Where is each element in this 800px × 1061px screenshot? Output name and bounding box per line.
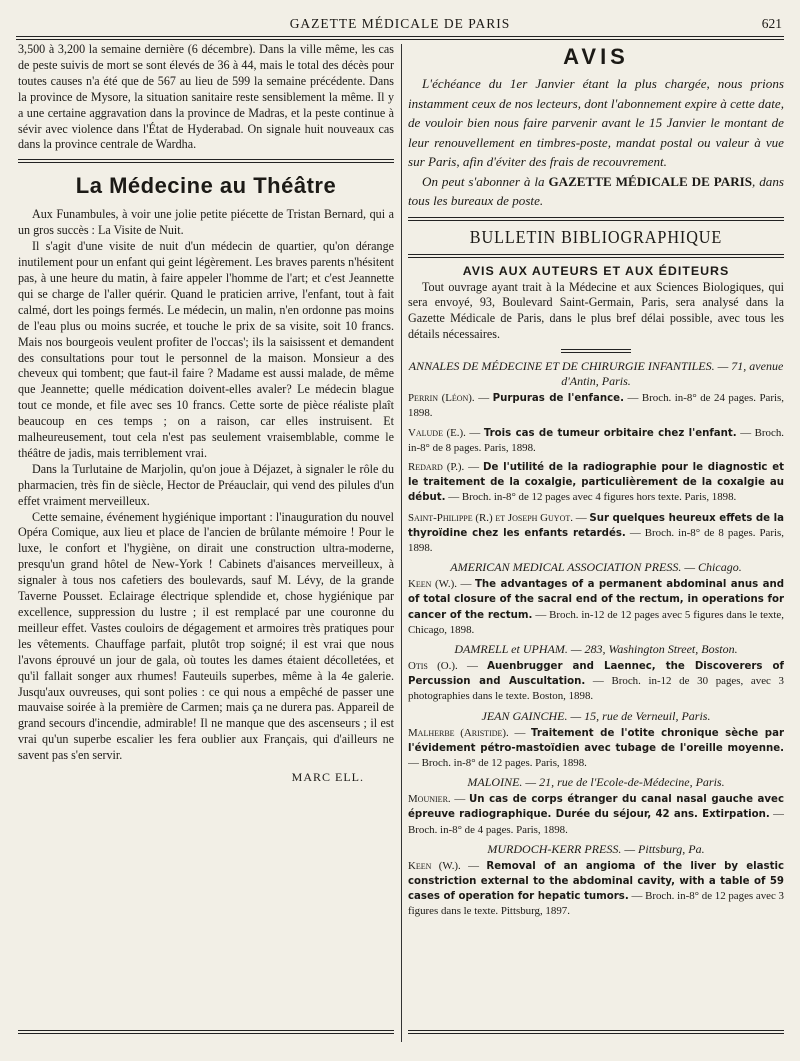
entry-author: Otis (O.). [408,659,458,672]
entry-details: — Broch. in-8° de 8 pages. Paris, 1898. [408,526,784,554]
newspaper-page [16,12,784,1052]
bibliography-list [408,359,784,918]
entry-details: — Broch. in-12 de 30 pages, avec 3 photographies dans le texte. Boston, 1898. [408,675,784,703]
entry-title: Trois cas de tumeur orbitaire chez l'enfant. [483,427,737,439]
bibliography-entry: Valude (E.). — Trois cas de tumeur orbitaire chez l'enfant. — Broch. in-8° de 8 pages. Paris, 1898. [408,426,784,454]
article-paragraph: Cette semaine, événement hygiénique important : l'inauguration du nouvel Opéra Comique, aux lieu et place de l'ancien de brûlante mémoire ! Pour le luxe, le confort et l'hygiène, on dirait une construction ultra-moderne, presqu'un grand hôtel de New-York ! Cabinets d'aisances merveilleux, à signaler à tous nos cafetiers des boulevards, sauf M. Lévy, de la grande Taverne Pousset. Eclairage électrique splendide et, chose hygiénique par excellence, suppression du lustre ; il est remplacé par une couronne du meilleur effet. Vastes couloirs de dégagement et armoires très pratiques pour les vêtements. Chauffage parfait, plutôt trop soigné; il est vrai que nous l'avons éprouvé un jour de gala, où toutes les dames étaient décolletées, et qu'il fallait songer aux rhumes! Fauteuils superbes, même à la 4e galerie. Jusqu'aux ouvreuses, qui sont polies : ce qui nous a empêché de passer une mauvaise soirée à la première de Carmen; mais ça ne durera pas. Appareil de grand secours d'incendie, admirable! Il ne manque que des ascenseurs ; il est vrai qu'un superbe escalier les fera oublier aux Français, qui d'ailleurs ne savent pas s'en servir. [18,509,394,763]
entry-title: Sur quelques heureux effets de la thyroïdine chez les enfants retardés. [408,512,784,539]
publisher-heading: MALOINE. — 21, rue de l'Ecole-de-Médecine, Paris. [467,775,725,790]
page-number: 621 [761,16,782,31]
publisher-heading: DAMRELL et UPHAM. — 283, Washington Street, Boston. [454,641,738,656]
article-paragraph: Il s'agit d'une visite de nuit d'un médecin de quartier, qu'on dérange inutilement pour un enfant qui geint légèrement. Les braves parents n'hésitent pas, à une heure du matin, à faire appeler l'homme de l'art; et c'est Jeannette qui se charge de l'aller quérir. Quand le praticien arrive, l'enfant, tout à fait calmé, dort les poings fermés. Le médecin, un malin, n'en ordonne pas moins de l'eau plus ou moins sucrée, et touche le prix de sa visite, soit 10 francs. Mais nos bourgeois veulent profiter de l'occas'; ils la saisissent et demandent des consultations pour tout le personnel de la maison. Monsieur a des cheveux qui tombent; que faut-il faire ? Madame est aussi malade, de même que Jeannette; quelle médication doivent-elles avaler? Le médecin blague tout ce monde, et file avec ses 10 francs. Cette sorte de pièce réaliste plaît beaucoup en ces temps ; on a raison, car elles instruisent. Et malheureusement, tout cela n'est pas seulement vraisemblable, comme le théâtre de jadis, mais terriblement vrai. [18,239,394,460]
entry-author: Malherbe (Aristide). [408,726,509,739]
entry-details: — Broch. in-8° de 8 pages. Paris, 1898. [408,426,784,454]
signature: MARC ELL. [291,770,364,785]
entry-title: De l'utilité de la radiographie pour le diagnostic et le traitement de la coxalgie, particulièrement de la coxalgie au début. [408,461,784,504]
avis-text: L'échéance du 1er Janvier étant la plus chargée, nous prions instamment ceux de nos lecteurs, dont l'abonnement expire à cette date, de vouloir bien nous faire parvenir avant le 15 Janvier le montant de leur renouvellement en timbres-poste, mandat postal ou valeur à vue sur Paris, afin d'éviter des frais de recouvrement. [408,76,784,169]
entry-title: Removal of an angioma of the liver by elastic constriction external to the abdominal cavity, with a table of 59 cases of operation for hepatic tumors. [408,860,784,903]
bottom-rule [18,1030,394,1034]
bottom-rule-right [408,1030,784,1034]
entry-details: — Broch. in-8° de 24 pages. Paris, 1898. [408,392,784,420]
bulletin-top-rule [408,217,784,221]
bulletin-bottom-rule [408,254,784,258]
right-column [408,42,784,1052]
entry-title: Purpuras de l'enfance. [492,393,624,405]
entry-author: Saint-Philippe (R.) et Joseph Guyot. [408,511,573,524]
journal-title: GAZETTE MÉDICALE DE PARIS [289,16,511,31]
avis-title: AVIS [563,44,629,69]
bibliography-entry: Malherbe (Aristide). — Traitement de l'otite chronique sèche par l'évidement pétro-mastoïdien avec tubage de l'oreille moyenne. — Broch. in-8° de 12 pages. Paris, 1898. [408,726,784,769]
entry-title: Traitement de l'otite chronique sèche par l'évidement pétro-mastoïdien avec tubage de l'oreille moyenne. [408,727,784,754]
bibliography-entry: Redard (P.). — De l'utilité de la radiographie pour le diagnostic et le traitement de la coxalgie, particulièrement de la coxalgie au début. — Broch. in-8° de 12 pages avec 4 figures hors texte. Paris, 1898. [408,460,784,504]
column-divider [401,44,402,1042]
bibliography-entry: Keen (W.). — Removal of an angioma of the liver by elastic constriction external to the abdominal cavity, with a table of 59 cases of operation for hepatic tumors. — Broch. in-8° de 12 pages avec 3 figures dans le texte. Pittsburg, 1897. [408,859,784,918]
article-body [18,207,394,764]
bibliography-entry: Mounier. — Un cas de corps étranger du canal nasal gauche avec épreuve radiographique. Durée du séjour, 42 ans. Extirpation. — Broch. in-8° de 4 pages. Paris, 1898. [408,793,784,836]
bibliography-entry: Saint-Philippe (R.) et Joseph Guyot. — Sur quelques heureux effets de la thyroïdine chez les enfants retardés. — Broch. in-8° de 8 pages. Paris, 1898. [408,511,784,554]
avis-subscribe: On peut s'abonner à la GAZETTE MÉDICALE DE PARIS, dans tous les bureaux de poste. [408,173,784,208]
entry-author: Perrin (Léon). [408,392,475,405]
bibliography-entry: Keen (W.). — The advantages of a permanent abdominal anus and of total closure of the sacral end of the rectum, in operations for cancer of the rectum. — Broch. in-12 de 12 pages avec 5 figures dans le texte, Chicago, 1898. [408,578,784,636]
entry-title: Auenbrugger and Laennec, the Discoverers of Percussion and Auscultation. [408,660,784,688]
entry-details: — Broch. in-8° de 12 pages avec 4 figures hors texte. Paris, 1898. [448,491,737,504]
entry-details: — Broch. in-8° de 12 pages. Paris, 1898. [408,756,587,769]
article-paragraph: Aux Funambules, à voir une jolie petite piécette de Tristan Bernard, qui a un gros succès : La Visite de Nuit. [18,207,394,238]
publisher-heading: ANNALES DE MÉDECINE ET DE CHIRURGIE INFANTILES. — 71, avenue d'Antin, Paris. [408,359,784,389]
entry-author: Keen (W.). [408,859,461,872]
authors-text: Tout ouvrage ayant trait à la Médecine et aux Sciences Biologiques, qui sera envoyé, 93, Boulevard Saint-Germain, Paris, sera analysé dans la Gazette Médicale de Paris, dans le plus bref délai possible, avec tous les détails nécessaires. [408,279,784,342]
short-rule [561,349,631,353]
entry-author: Redard (P.). [408,460,465,473]
running-header [16,12,784,36]
article-paragraph: Dans la Turlutaine de Marjolin, qu'on joue à Déjazet, à signaler le rôle du pharmacien, très fin de siècle, Hector de Préauclair, qui vend des pilules d'un effet vraiment merveilleux. [18,461,394,508]
publisher-heading: AMERICAN MEDICAL ASSOCIATION PRESS. — Chicago. [450,560,742,575]
entry-details: — Broch. in-8° de 4 pages. Paris, 1898. [408,808,784,836]
entry-author: Mounier. [408,793,451,806]
bibliography-entry: Otis (O.). — Auenbrugger and Laennec, the Discoverers of Percussion and Auscultation. — Broch. in-12 de 30 pages, avec 3 photographies dans le texte. Boston, 1898. [408,659,784,703]
entry-title: The advantages of a permanent abdominal anus and of total closure of the sacral end of the rectum, in operations for cancer of the rectum. [408,579,784,621]
entry-author: Valude (E.). [408,426,466,439]
entry-author: Keen (W.). [408,578,457,591]
entry-details: — Broch. in-12 de 12 pages avec 5 figures dans le texte, Chicago, 1898. [408,608,784,636]
left-column [18,42,394,1052]
bibliography-entry: Perrin (Léon). — Purpuras de l'enfance. — Broch. in-8° de 24 pages. Paris, 1898. [408,392,784,420]
section-title: La Médecine au Théâtre [75,173,337,199]
avis-box [408,44,784,211]
publisher-heading: MURDOCH-KERR PRESS. — Pittsburg, Pa. [487,841,705,856]
publisher-heading: JEAN GAINCHE. — 15, rue de Verneuil, Paris. [481,708,711,723]
entry-details: — Broch. in-8° de 12 pages avec 3 figures dans le texte. Pittsburg, 1897. [408,890,784,918]
authors-title: AVIS AUX AUTEURS ET AUX ÉDITEURS [462,263,730,278]
header-rule [16,36,784,40]
bulletin-title: BULLETIN BIBLIOGRAPHIQUE [469,226,723,247]
entry-title: Un cas de corps étranger du canal nasal gauche avec épreuve radiographique. Durée du séjour, 42 ans. Extirpation. [408,794,784,821]
section-rule [18,159,394,163]
intro-paragraph: 3,500 à 3,200 la semaine dernière (6 décembre). Dans la ville même, les cas de peste suivis de mort se sont élevés de 36 à 44, mais le total des décès pour toutes causes n'a été que de 567 au lieu de 599 la semaine précédente. Dans la province de Mysore, la situation sanitaire reste sensiblement la même. Il y a une certaine aggravation dans la province de Madras, et la peste continue à sévir avec violence dans l'État de Hyderabad. On signale huit nouveaux cas dans la province centrale de Wardha. [18,42,394,152]
